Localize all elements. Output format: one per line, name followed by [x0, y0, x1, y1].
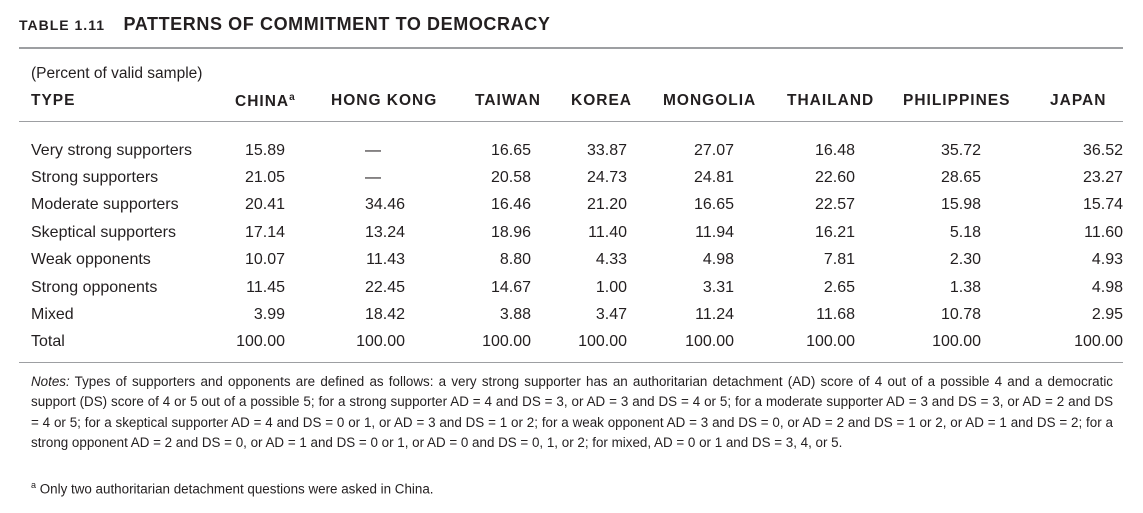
column-header-china [235, 92, 295, 111]
table-row-total [19, 329, 1123, 356]
cell-hong-kong: 22.45 [364, 278, 405, 296]
cell-japan: 2.95 [1091, 306, 1123, 324]
cell-taiwan: 18.96 [490, 223, 531, 241]
cell-japan: 4.98 [1091, 278, 1123, 296]
cell-japan: 23.27 [1082, 169, 1123, 187]
table-label: TABLE 1.11 [19, 17, 105, 33]
cell-china: 21.05 [244, 169, 285, 187]
table-title-row [19, 14, 550, 35]
cell-mongolia: 27.07 [693, 141, 734, 159]
cell-korea: 1.00 [595, 278, 627, 296]
data-table [19, 137, 1123, 356]
column-header-mongolia: MONGOLIA [663, 92, 757, 109]
table-row [19, 164, 1123, 191]
cell-korea: 4.33 [595, 251, 627, 269]
cell-china: 10.07 [244, 251, 285, 269]
cell-china: 100.00 [236, 333, 285, 351]
cell-china: 15.89 [244, 141, 285, 159]
cell-thailand: 22.57 [814, 196, 855, 214]
top-rule [19, 47, 1123, 49]
cell-japan: 15.74 [1082, 196, 1123, 214]
cell-taiwan: 3.88 [499, 306, 531, 324]
table-row [19, 192, 1123, 219]
cell-hong-kong: — [365, 141, 381, 159]
cell-hong-kong: 100.00 [356, 333, 405, 351]
cell-taiwan: 20.58 [490, 169, 531, 187]
cell-thailand: 7.81 [823, 251, 855, 269]
cell-korea: 11.40 [588, 223, 627, 241]
column-header-korea: KOREA [571, 92, 632, 109]
cell-korea: 24.73 [586, 169, 627, 187]
cell-china: 20.41 [244, 196, 285, 214]
cell-taiwan: 8.80 [499, 251, 531, 269]
row-label: Total [31, 333, 65, 351]
cell-hong-kong: 34.46 [364, 196, 405, 214]
cell-japan: 36.52 [1082, 141, 1123, 159]
column-header-hong-kong: HONG KONG [331, 92, 438, 109]
cell-china: 3.99 [253, 306, 285, 324]
column-header-china-footnote-mark: a [289, 92, 295, 103]
cell-mongolia: 11.24 [695, 306, 734, 324]
notes-lead: Notes: [31, 374, 70, 389]
column-header-type: TYPE [31, 92, 76, 109]
cell-korea: 33.87 [586, 141, 627, 159]
column-header-japan: JAPAN [1050, 92, 1107, 109]
cell-thailand: 2.65 [823, 278, 855, 296]
table-title: PATTERNS OF COMMITMENT TO DEMOCRACY [123, 14, 551, 34]
cell-thailand: 16.48 [814, 141, 855, 159]
cell-philippines: 10.78 [940, 306, 981, 324]
row-label: Strong supporters [31, 169, 159, 187]
cell-china: 17.14 [244, 223, 285, 241]
cell-philippines: 2.30 [949, 251, 981, 269]
cell-mongolia: 24.81 [693, 169, 734, 187]
column-header-taiwan: TAIWAN [475, 92, 541, 109]
notes-text: Types of supporters and opponents are defined as follows: a very strong supporter has an authoritarian detachment (AD) score of 4 out of a possible 4 and a democratic support (DS) score of 4 or 5 out of a possible 5; for a strong supporter AD = 4 and DS = 3, or AD = 3 and DS = 4 or 5; for a moderate supporter AD = 3 and DS = 3, or AD = 2 and DS = 4 or 5; for a skeptical supporter AD = 4 and DS = 0 or 1, or AD = 3 and DS = 1 or 2; for a weak opponent AD = 3 and DS = 0, or AD = 2 and DS = 1 or 2, or AD = 1 and DS = 2; for a strong opponent AD = 2 and DS = 0, or AD = 1 and DS = 0 or 1, or AD = 0 and DS = 0, 1, or 2; for mixed, AD = 0 or 1 and DS = 3, 4, or 5. [31, 374, 1113, 451]
cell-philippines: 1.38 [949, 278, 981, 296]
cell-mongolia: 100.00 [685, 333, 734, 351]
cell-mongolia: 4.98 [702, 251, 734, 269]
table-row [19, 219, 1123, 246]
column-header-philippines: PHILIPPINES [903, 92, 1011, 109]
cell-hong-kong: — [365, 169, 381, 187]
cell-korea: 100.00 [578, 333, 627, 351]
cell-mongolia: 3.31 [702, 278, 734, 296]
column-header-thailand: THAILAND [787, 92, 875, 109]
cell-hong-kong: 11.43 [366, 251, 405, 269]
row-label: Skeptical supporters [31, 223, 176, 241]
cell-taiwan: 16.65 [490, 141, 531, 159]
table-row [19, 274, 1123, 301]
cell-taiwan: 100.00 [482, 333, 531, 351]
column-header-china-label: CHINA [235, 93, 290, 111]
table-row [19, 301, 1123, 328]
footer-rule [19, 362, 1123, 363]
cell-thailand: 100.00 [806, 333, 855, 351]
table-notes [31, 372, 1113, 454]
footnote-text: Only two authoritarian detachment questions were asked in China. [39, 481, 434, 497]
cell-mongolia: 11.94 [695, 223, 734, 241]
row-label: Strong opponents [31, 278, 158, 296]
cell-china: 11.45 [246, 278, 285, 296]
cell-japan: 11.60 [1084, 223, 1123, 241]
cell-thailand: 16.21 [814, 223, 855, 241]
row-label: Moderate supporters [31, 196, 179, 214]
cell-philippines: 5.18 [949, 223, 981, 241]
cell-philippines: 15.98 [940, 196, 981, 214]
header-rule [19, 121, 1123, 122]
table-footnote [31, 480, 434, 496]
table-subtitle: (Percent of valid sample) [31, 65, 203, 82]
cell-taiwan: 14.67 [490, 278, 531, 296]
cell-korea: 3.47 [595, 306, 627, 324]
cell-hong-kong: 18.42 [364, 306, 405, 324]
footnote-mark: a [31, 480, 37, 490]
row-label: Mixed [31, 306, 74, 324]
cell-japan: 4.93 [1091, 251, 1123, 269]
table-row [19, 137, 1123, 164]
cell-thailand: 11.68 [816, 306, 855, 324]
cell-mongolia: 16.65 [693, 196, 734, 214]
cell-hong-kong: 13.24 [364, 223, 405, 241]
cell-thailand: 22.60 [814, 169, 855, 187]
row-label: Very strong supporters [31, 141, 192, 159]
cell-japan: 100.00 [1074, 333, 1123, 351]
cell-korea: 21.20 [586, 196, 627, 214]
row-label: Weak opponents [31, 251, 151, 269]
table-row [19, 247, 1123, 274]
cell-taiwan: 16.46 [490, 196, 531, 214]
cell-philippines: 100.00 [932, 333, 981, 351]
cell-philippines: 28.65 [940, 169, 981, 187]
cell-philippines: 35.72 [940, 141, 981, 159]
